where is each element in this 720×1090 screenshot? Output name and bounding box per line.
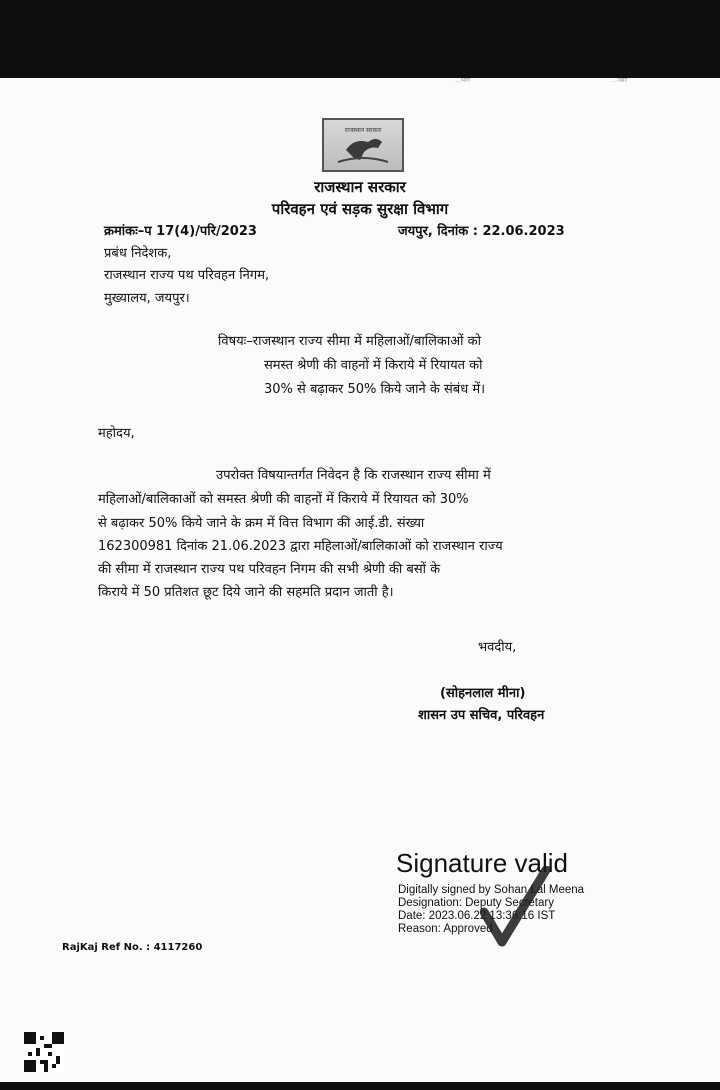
- body-line-2: महिलाओं/बालिकाओं को समस्त श्रेणी की वाहनों में किराये में रियायत को 30%: [98, 492, 469, 507]
- body-line-4: 162300981 दिनांक 21.06.2023 द्वारा महिलाओं/बालिकाओं को राजस्थान राज्य: [98, 539, 503, 554]
- digital-signature-block: [396, 848, 636, 958]
- state-emblem-logo: [322, 118, 404, 172]
- address-line-1: प्रबंध निदेशक,: [104, 246, 172, 261]
- subject-line-2: समस्त श्रेणी की वाहनों में किराये में रियायत को: [264, 358, 483, 373]
- bottom-bar: [0, 1082, 720, 1090]
- body-line-6: किराये में 50 प्रतिशत छूट दिये जाने की सहमति प्रदान जाती है।: [98, 585, 394, 600]
- signature-valid-title: Signature valid: [396, 848, 568, 878]
- address-line-2: राजस्थान राज्य पथ परिवहन निगम,: [104, 268, 270, 283]
- body-line-1: उपरोक्त विषयान्तर्गत निवेदन है कि राजस्थान राज्य सीमा में: [216, 468, 491, 483]
- body-line-3: से बढ़ाकर 50% किये जाने के क्रम में वित्त विभाग की आई.डी. संख्या: [98, 516, 425, 531]
- subject-line-1: विषयः–राजस्थान राज्य सीमा में महिलाओं/बालिकाओं को: [218, 334, 482, 349]
- scan-top-left-text: ...भाग: [455, 78, 470, 84]
- department-title: परिवहन एवं सड़क सुरक्षा विभाग: [271, 200, 449, 218]
- emblem-text: राजस्थान सरकार: [344, 127, 382, 134]
- place-date: जयपुर, दिनांक : 22.06.2023: [398, 224, 565, 239]
- body-line-5: की सीमा में राजस्थान राज्य पथ परिवहन निगम की सभी श्रेणी की बसों के: [98, 562, 441, 577]
- signature-check-icon: [480, 866, 550, 948]
- signatory-name: (सोहनलाल मीना): [440, 686, 526, 701]
- signature-date: Date: 2023.06.22 13:36:16 IST: [398, 910, 556, 922]
- document-page: [0, 78, 720, 1082]
- scan-top-right-text: ...नंबर: [612, 78, 627, 84]
- signature-reason: Reason: Approved: [398, 923, 493, 935]
- qr-code-icon: [24, 1032, 64, 1072]
- reference-number: क्रमांकः–प 17(4)/परि/2023: [104, 224, 257, 239]
- scan-top-edge: [0, 78, 720, 84]
- rajkaj-ref: RajKaj Ref No. : 4117260: [62, 942, 203, 953]
- signatory-designation: शासन उप सचिव, परिवहन: [418, 708, 545, 723]
- emblem-icon: [324, 120, 402, 170]
- govt-title: राजस्थान सरकार: [314, 178, 406, 196]
- salutation: महोदय,: [98, 426, 135, 441]
- signature-designation: Designation: Deputy Secretary: [398, 897, 554, 909]
- address-line-3: मुख्यालय, जयपुर।: [104, 291, 190, 306]
- signature-signed-by: Digitally signed by Sohan Lal Meena: [398, 884, 585, 896]
- subject-line-3: 30% से बढ़ाकर 50% किये जाने के संबंध में।: [264, 382, 486, 397]
- closing-yours: भवदीय,: [478, 640, 517, 655]
